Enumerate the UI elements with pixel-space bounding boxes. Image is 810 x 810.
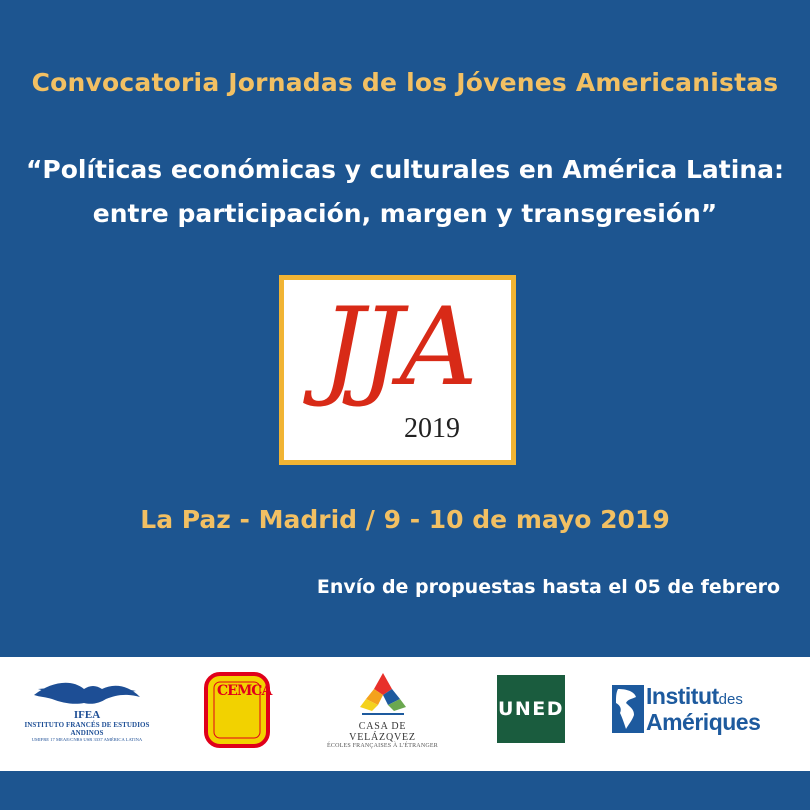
ifea-affiliation: UMIFRE 17 MEAE/CNRS USR 3337 AMÉRICA LATINA: [31, 737, 143, 742]
event-subtitle: [0, 148, 810, 236]
uned-logo: [497, 675, 565, 743]
uned-text: UNED: [497, 698, 565, 720]
ida-institut: Institut: [646, 683, 719, 709]
subtitle-line-2: entre participación, margen y transgresión”: [92, 199, 718, 228]
ifea-logo: [22, 675, 152, 755]
casa-velazquez-name: CASA DE VELÁZQVEZ: [349, 721, 416, 743]
institut-des-ameriques-logo: [612, 683, 787, 737]
americas-map-icon: [612, 685, 644, 733]
cemca-logo: [203, 671, 271, 749]
ifea-full-name: INSTITUTO FRANCÉS DE ESTUDIOS ANDINOS: [24, 721, 150, 737]
institut-des-ameriques-wordmark: [646, 685, 760, 733]
cemca-letters: CEMCA: [217, 683, 272, 699]
condor-icon: [32, 675, 142, 711]
casa-velazquez-subtitle: ÉCOLES FRANÇAISES À L'ÉTRANGER: [327, 743, 438, 749]
submission-deadline: Envío de propuestas hasta el 05 de febrero: [316, 576, 780, 598]
call-heading: Convocatoria Jornadas de los Jóvenes Americanistas: [31, 68, 779, 97]
subtitle-line-1: “Políticas económicas y culturales en América Latina:: [25, 155, 784, 184]
partner-logos-band: [0, 657, 810, 771]
casa-velazquez-logo: [325, 671, 440, 759]
ida-ameriques: Amériques: [646, 709, 761, 735]
ida-des: des: [718, 691, 743, 708]
event-dates: La Paz - Madrid / 9 - 10 de mayo 2019: [140, 505, 670, 534]
casa-velazquez-emblem-icon: [356, 671, 410, 719]
jja-logo-letters: JJA: [321, 285, 474, 410]
ifea-name: IFEA: [73, 709, 101, 721]
jja-logo: [279, 275, 516, 465]
jja-logo-year: 2019: [404, 413, 460, 444]
